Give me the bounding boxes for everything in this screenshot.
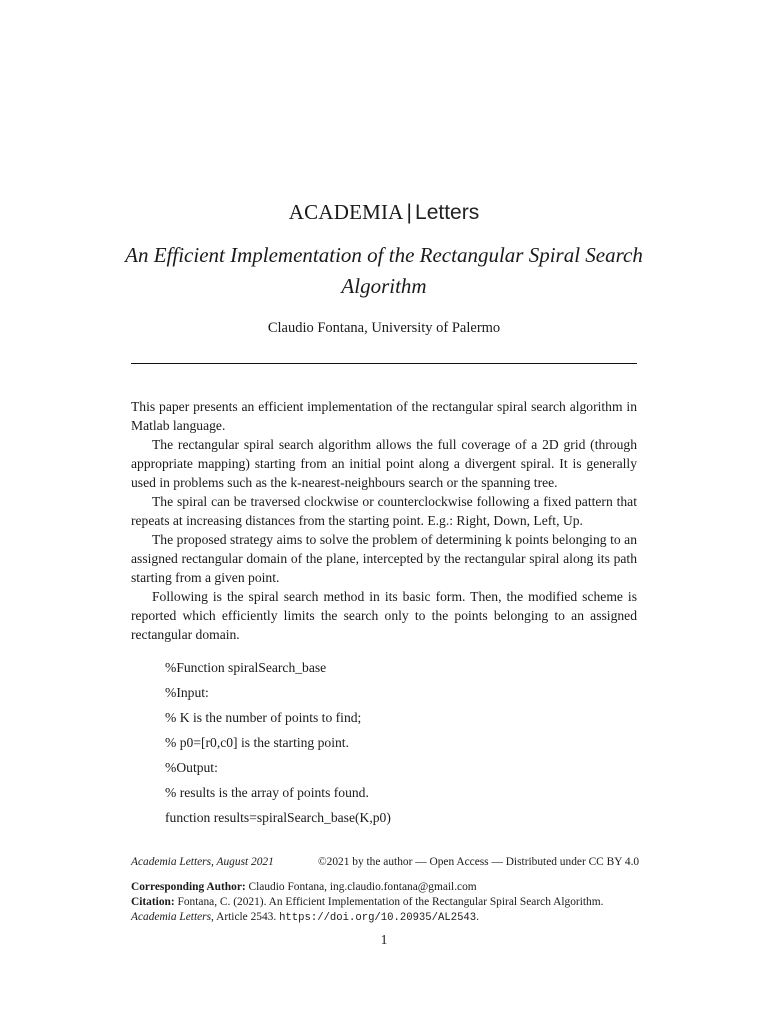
citation-source — [131, 910, 651, 926]
paragraph: The rectangular spiral search algorithm allows the full coverage of a 2D grid (through appropriate mapping) starting from an initial point along a divergent spiral. It is generally used in problems such as the k-nearest-neighbours search or the spanning tree. — [131, 437, 637, 490]
paragraph: This paper presents an efficient implementation of the rectangular spiral search algorithm in Matlab language. — [131, 399, 637, 433]
code-line: % p0=[r0,c0] is the starting point. — [165, 735, 349, 750]
code-line: %Function spiralSearch_base — [165, 660, 327, 675]
citation — [131, 895, 651, 910]
citation-block — [131, 880, 651, 926]
code-line: % results is the array of points found. — [165, 785, 369, 800]
doi-link[interactable]: https://doi.org/10.20935/AL2543 — [279, 912, 477, 924]
paragraph: The spiral can be traversed clockwise or counterclockwise following a fixed pattern that repeats at increasing distances from the starting point. E.g.: Right, Down, Left, Up. — [131, 494, 637, 528]
footer-journal-date: Academia Letters, August 2021 — [131, 856, 274, 868]
brand-section: Letters — [415, 201, 480, 224]
body-text — [131, 397, 637, 644]
title-divider — [131, 363, 637, 364]
code-listing — [165, 658, 391, 833]
code-line: %Input: — [165, 685, 209, 700]
citation-end: . — [476, 911, 479, 923]
code-line: function results=spiralSearch_base(K,p0) — [165, 810, 391, 825]
paper-title: An Efficient Implementation of the Rectangular Spiral Search Algorithm — [125, 243, 643, 298]
journal-brand — [0, 198, 768, 227]
corresponding-label: Corresponding Author: — [131, 881, 246, 893]
footer-license: ©2021 by the author — Open Access — Distributed under CC BY 4.0 — [318, 856, 640, 868]
citation-journal: Academia Letters — [131, 911, 212, 923]
brand-name: ACADEMIA — [288, 200, 404, 224]
paragraph: Following is the spiral search method in its basic form. Then, the modified scheme is reported which efficiently limits the search only to the points belonging to an assigned rectangular domain. — [131, 589, 637, 642]
page-number: 1 — [380, 932, 388, 947]
corresponding-author — [131, 880, 651, 895]
code-line: % K is the number of points to find; — [165, 710, 362, 725]
citation-label: Citation: — [131, 896, 175, 908]
paragraph: The proposed strategy aims to solve the problem of determining k points belonging to an assigned rectangular domain of the plane, intercepted by the rectangular spiral along its path starting from a given point. — [131, 532, 637, 585]
corresponding-value: Claudio Fontana, ing.claudio.fontana@gmail.com — [248, 881, 477, 893]
author-affiliation: Claudio Fontana, University of Palermo — [267, 320, 501, 336]
brand-separator: | — [406, 201, 413, 224]
citation-text: Fontana, C. (2021). An Efficient Implementation of the Rectangular Spiral Search Algorithm. — [177, 896, 604, 908]
code-line: %Output: — [165, 760, 218, 775]
citation-article: , Article 2543. — [211, 911, 280, 923]
